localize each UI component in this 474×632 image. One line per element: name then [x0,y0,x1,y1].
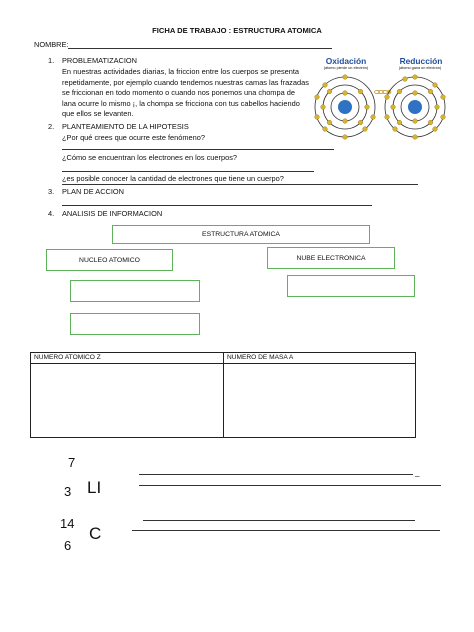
concept-nube-electronica: NUBE ELECTRONICA [267,247,395,269]
section-number-4: 4. [48,209,55,218]
section-number-3: 3. [48,187,55,196]
oxidation-reduction-image [312,54,448,144]
cell-numero-atomico[interactable] [31,364,224,438]
concept-blank-right[interactable] [287,275,415,297]
section-label-analisis: ANALISIS DE INFORMACION [62,209,163,218]
section-label-hipotesis: PLANTEAMIENTO DE LA HIPOTESIS [62,122,189,131]
c-atomic-number: 6 [64,538,72,553]
oxidation-caption: (átomo pierde un electrón) [323,66,369,70]
concept-blank-left-2[interactable] [70,313,200,335]
c-answer-line-2[interactable] [132,530,440,531]
name-label: NOMBRE: [34,40,69,49]
name-field[interactable] [68,48,332,49]
li-answer-line-2[interactable] [139,485,441,486]
section-label-problematizacion: PROBLEMATIZACION [62,56,138,65]
plan-answer-line[interactable] [62,205,372,206]
c-mass-number: 14 [60,516,75,531]
concept-blank-left[interactable] [70,280,200,302]
question-1: ¿Por qué crees que ocurre este fenómeno? [62,133,205,142]
answer-line-2[interactable] [62,171,314,172]
c-symbol: C [89,524,102,543]
answer-line-1[interactable] [62,149,334,150]
c-answer-line-1[interactable] [143,520,415,521]
nucleus-oxidation [338,100,352,114]
nucleus-reduction [408,100,422,114]
header-numero-atomico: NUMERO ATOMICO Z [31,353,224,364]
answer-line-3[interactable] [62,184,418,185]
reduction-label: Reducción [399,56,443,66]
reduction-caption: (átomo gana un electrón) [398,66,442,70]
li-mass-number: 7 [68,455,76,470]
concept-nucleo-atomico: NUCLEO ATOMICO [46,249,173,271]
question-2: ¿Cómo se encuentran los electrones en los cuerpos? [62,153,238,162]
cell-numero-masa[interactable] [224,364,416,438]
atom-diagram [312,70,448,142]
li-answer-line-1[interactable] [139,474,413,475]
oxidation-label: Oxidación [325,56,367,66]
section-label-plan: PLAN DE ACCION [62,187,125,196]
page-title: FICHA DE TRABAJO : ESTRUCTURA ATOMICA [152,26,322,35]
section-number-2: 2. [48,122,55,131]
section-number-1: 1. [48,56,55,65]
problematizacion-text: En nuestras actividades diarias, la friccion entre los cuerpos se presenta repetidamente, por ejemplo cuando tendemos nuestras camas las frazadas se friccionan en todo momento o cuando nos ponemos una chompa de lana ocurre lo mismo ¡, la chompa se fricciona con tus cabellos haciendo que ellos se levanten. [62,67,309,119]
question-3: ¿es posible conocer la cantidad de electrones que tiene un cuerpo? [62,174,284,183]
header-numero-masa: NUMERO DE MASA A [224,353,416,364]
li-atomic-number: 3 [64,484,72,499]
atomic-number-table [30,352,416,438]
concept-root-estructura-atomica: ESTRUCTURA ATOMICA [112,225,370,244]
electron-transfer-chain [375,90,388,93]
li-symbol: LI [87,478,102,497]
